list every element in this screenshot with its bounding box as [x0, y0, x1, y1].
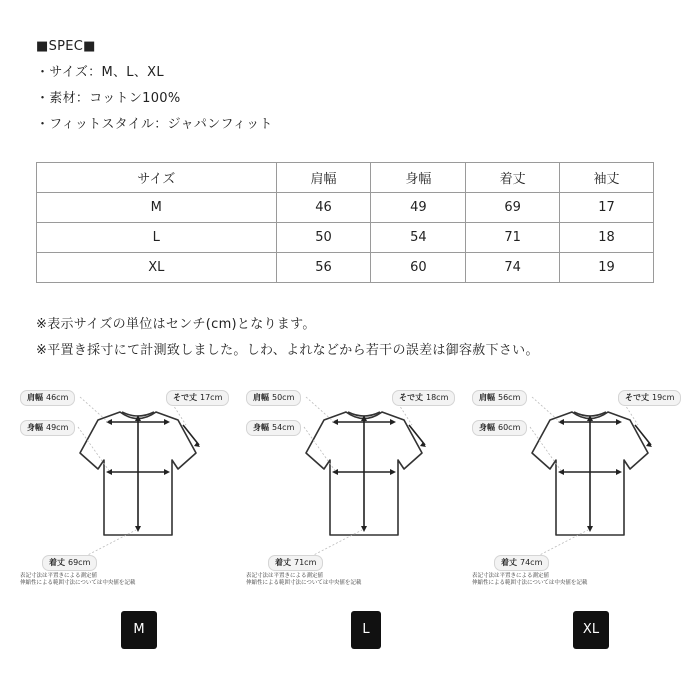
table-cell: 19: [560, 253, 654, 283]
table-cell: XL: [37, 253, 277, 283]
size-badge-xl: XL: [573, 611, 609, 649]
chest-width-label: 身幅 49cm: [20, 420, 75, 436]
table-row: [37, 253, 654, 283]
table-cell: 18: [560, 223, 654, 253]
spec-line-fit: ・フィットスタイル：ジャパンフィット: [36, 117, 273, 132]
table-row: [37, 223, 654, 253]
size-badge-l: L: [351, 611, 381, 649]
shoulder-width-label: 肩幅 46cm: [20, 390, 75, 406]
table-header-row: [37, 163, 654, 193]
table-cell: 69: [466, 193, 560, 223]
chest-width-label: 身幅 54cm: [246, 420, 301, 436]
sleeve-length-label: そで丈 19cm: [618, 390, 681, 406]
size-table: [36, 162, 654, 283]
table-cell: 46: [276, 193, 371, 223]
sleeve-length-label: そで丈 17cm: [166, 390, 229, 406]
table-cell: 74: [466, 253, 560, 283]
table-cell: 71: [466, 223, 560, 253]
size-diagram-m: [18, 385, 244, 590]
table-header-cell: 肩幅: [276, 163, 371, 193]
spec-section: [36, 34, 273, 138]
table-cell: 17: [560, 193, 654, 223]
spec-heading: ■SPEC■: [36, 39, 96, 54]
table-cell: L: [37, 223, 277, 253]
body-length-label: 着丈 71cm: [268, 555, 323, 571]
size-badge-m: M: [121, 611, 157, 649]
table-cell: M: [37, 193, 277, 223]
table-cell: 56: [276, 253, 371, 283]
note-measurement: ※平置き採寸にて計測致しました。しわ、よれなどから若干の誤差は御容赦下さい。: [36, 343, 539, 358]
table-header-cell: サイズ: [37, 163, 277, 193]
table-cell: 50: [276, 223, 371, 253]
table-header-cell: 袖丈: [560, 163, 654, 193]
table-cell: 60: [371, 253, 466, 283]
table-header-cell: 着丈: [466, 163, 560, 193]
table-cell: 54: [371, 223, 466, 253]
fine-print-1: 表記寸法は平置きによる測定値: [246, 573, 324, 579]
fine-print-2: 伸縮性による範囲寸法については中央値を記載: [20, 580, 136, 586]
fine-print-2: 伸縮性による範囲寸法については中央値を記載: [246, 580, 362, 586]
table-row: [37, 193, 654, 223]
size-diagram-xl: [470, 385, 696, 590]
body-length-label: 着丈 74cm: [494, 555, 549, 571]
notes-section: [36, 312, 539, 364]
fine-print-1: 表記寸法は平置きによる測定値: [472, 573, 550, 579]
spec-line-size: ・サイズ：M、L、XL: [36, 65, 164, 80]
chest-width-label: 身幅 60cm: [472, 420, 527, 436]
shoulder-width-label: 肩幅 56cm: [472, 390, 527, 406]
table-cell: 49: [371, 193, 466, 223]
size-diagram-l: [244, 385, 470, 590]
body-length-label: 着丈 69cm: [42, 555, 97, 571]
sleeve-length-label: そで丈 18cm: [392, 390, 455, 406]
spec-line-material: ・素材：コットン100%: [36, 91, 181, 106]
fine-print-1: 表記寸法は平置きによる測定値: [20, 573, 98, 579]
table-header-cell: 身幅: [371, 163, 466, 193]
shoulder-width-label: 肩幅 50cm: [246, 390, 301, 406]
fine-print-2: 伸縮性による範囲寸法については中央値を記載: [472, 580, 588, 586]
note-unit: ※表示サイズの単位はセンチ(cm)となります。: [36, 317, 316, 332]
